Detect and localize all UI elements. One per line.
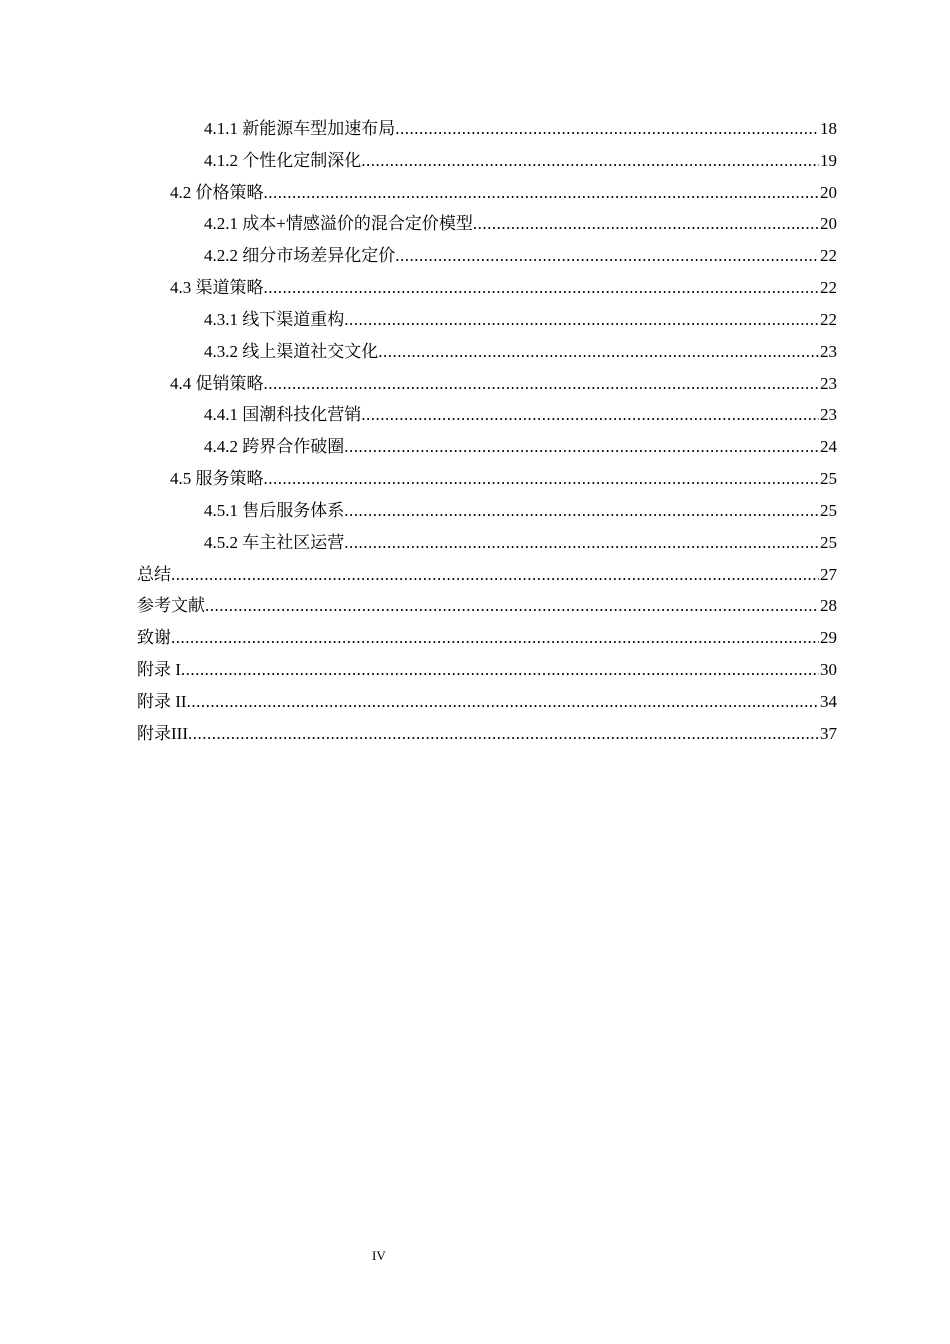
toc-entry[interactable]: [204, 403, 837, 427]
toc-entry-page: 19: [820, 151, 837, 170]
toc-entry-title[interactable]: 附录III: [137, 724, 188, 743]
toc-entry-page: 23: [820, 374, 837, 393]
toc-dot-leader: [344, 435, 819, 459]
toc-entry-title[interactable]: 总结: [137, 565, 171, 584]
toc-entry-title[interactable]: 4.4 促销策略: [170, 374, 264, 393]
toc-entry-page: 22: [820, 278, 837, 297]
toc-entry-page: 29: [820, 628, 837, 647]
toc-entry[interactable]: [137, 690, 837, 714]
toc-entry[interactable]: [204, 340, 837, 364]
toc-dot-leader: [344, 531, 819, 555]
toc-dot-leader: [264, 276, 820, 300]
toc-entry[interactable]: [204, 244, 837, 268]
toc-dot-leader: [361, 149, 819, 173]
toc-entry-page: 37: [820, 724, 837, 743]
toc-entry[interactable]: [204, 499, 837, 523]
toc-entry-page: 25: [820, 533, 837, 552]
toc-dot-leader: [188, 722, 819, 746]
toc-entry-title[interactable]: 4.2.2 细分市场差异化定价: [204, 246, 396, 265]
toc-entry-page: 28: [820, 596, 837, 615]
toc-entry[interactable]: [204, 435, 837, 459]
toc-entry-title[interactable]: 4.5.1 售后服务体系: [204, 501, 345, 520]
toc-entry-page: 27: [820, 565, 837, 584]
toc-entry-page: 20: [820, 183, 837, 202]
toc-entry-page: 25: [820, 469, 837, 488]
toc-entry[interactable]: [137, 626, 837, 650]
toc-entry-page: 24: [820, 437, 837, 456]
toc-entry-page: 25: [820, 501, 837, 520]
toc-dot-leader: [264, 181, 820, 205]
toc-dot-leader: [205, 594, 819, 618]
toc-dot-leader: [171, 563, 819, 587]
toc-entry-title[interactable]: 参考文献: [137, 596, 205, 615]
toc-dot-leader: [187, 690, 819, 714]
toc-entry[interactable]: [170, 467, 837, 491]
toc-dot-leader: [344, 499, 819, 523]
toc-entry-page: 23: [820, 342, 837, 361]
toc-entry-page: 30: [820, 660, 837, 679]
toc-entry[interactable]: [204, 531, 837, 555]
toc-entry-title[interactable]: 4.1.2 个性化定制深化: [204, 151, 362, 170]
toc-entry[interactable]: [137, 722, 837, 746]
toc-entry-page: 34: [820, 692, 837, 711]
toc-entry[interactable]: [204, 149, 837, 173]
toc-dot-leader: [395, 117, 819, 141]
toc-entry[interactable]: [170, 276, 837, 300]
toc-entry-title[interactable]: 致谢: [137, 628, 171, 647]
toc-dot-leader: [264, 467, 820, 491]
toc-entry-title[interactable]: 4.4.1 国潮科技化营销: [204, 405, 362, 424]
toc-entry-title[interactable]: 附录 II: [137, 692, 187, 711]
toc-entry[interactable]: [137, 563, 837, 587]
toc-dot-leader: [264, 372, 820, 396]
toc-entry-page: 23: [820, 405, 837, 424]
toc-entry-title[interactable]: 4.3 渠道策略: [170, 278, 264, 297]
toc-entry-page: 20: [820, 214, 837, 233]
toc-dot-leader: [378, 340, 819, 364]
toc-entry[interactable]: [204, 117, 837, 141]
toc-entry[interactable]: [204, 212, 837, 236]
toc-dot-leader: [344, 308, 819, 332]
toc-entry-page: 22: [820, 310, 837, 329]
toc-entry-title[interactable]: 4.4.2 跨界合作破圈: [204, 437, 345, 456]
toc-entry-page: 18: [820, 119, 837, 138]
toc-entry-title[interactable]: 附录 I: [137, 660, 181, 679]
toc-entry-title[interactable]: 4.3.1 线下渠道重构: [204, 310, 345, 329]
toc-dot-leader: [361, 403, 819, 427]
toc-entry[interactable]: [170, 181, 837, 205]
toc-entry[interactable]: [137, 658, 837, 682]
toc-entry-title[interactable]: 4.5.2 车主社区运营: [204, 533, 345, 552]
toc-entry-title[interactable]: 4.1.1 新能源车型加速布局: [204, 119, 396, 138]
toc-entry-title[interactable]: 4.3.2 线上渠道社交文化: [204, 342, 379, 361]
toc-dot-leader: [171, 626, 819, 650]
toc-entry-title[interactable]: 4.2 价格策略: [170, 183, 264, 202]
toc-entry-title[interactable]: 4.5 服务策略: [170, 469, 264, 488]
toc-entry-title[interactable]: 4.2.1 成本+情感溢价的混合定价模型: [204, 214, 473, 233]
toc-dot-leader: [181, 658, 819, 682]
toc-dot-leader: [395, 244, 819, 268]
toc-entry[interactable]: [137, 594, 837, 618]
toc-entry[interactable]: [170, 372, 837, 396]
toc-entry[interactable]: [204, 308, 837, 332]
toc-entry-page: 22: [820, 246, 837, 265]
page-number: IV: [372, 1248, 386, 1263]
toc-dot-leader: [473, 212, 819, 236]
